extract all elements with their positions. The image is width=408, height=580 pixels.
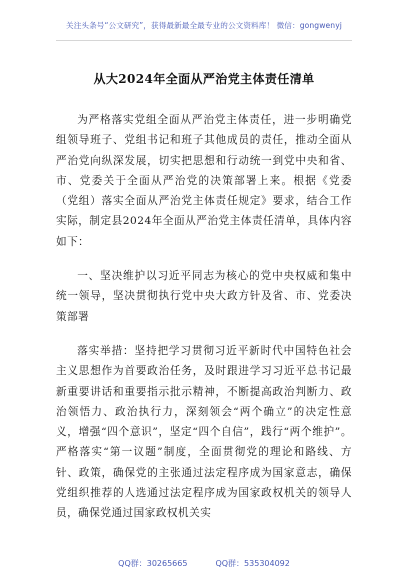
measures-paragraph: 落实举措：坚持把学习贯彻习近平新时代中国特色社会主义思想作为首要政治任务，及时跟进学习习近平总书记最新重要讲话和重要指示批示精神，不断提高政治判断力、政治领悟力、政治执行力，深刻领会“两个确立”的决定性意义，增强“四个意识”，坚定“四个自信”，践行“两个维护”。严格落实“第一议题”制度，全面贯彻党的理论和路线、方针、政策，确保党的主张通过法定程序成为国家意志，确保党组织推荐的人选通过法定程序成为国家政权机关的领导人员，确保党通过国家政权机关实: [56, 344, 352, 520]
footer-contacts: [0, 558, 408, 569]
header-banner: 关注头条号“公文研究”，获得最新最全最专业的公文资料库！ 微信：gongwenyj: [66, 21, 342, 30]
document-title: 从大2024年全面从严治党主体责任清单: [93, 72, 315, 86]
intro-paragraph: 为严格落实党组全面从严治党主体责任，进一步明确党组领导班子、党组书记和班子其他成员的责任，推动全面从严治党向纵深发展，切实把思想和行动统一到党中央和省、市、党委关于全面从严治党的决策部署上来。根据《党委（党组）落实全面从严治党主体责任规定》要求，结合工作实际，制定县2024年全面从严治党主体责任清单，具体内容如下：: [56, 114, 352, 248]
section-heading-1: 一、坚决维护以习近平同志为核心的党中央权威和集中统一领导，坚决贯彻执行党中央大政方针及省、市、党委决策部署: [56, 270, 352, 323]
footer-qq-group-2: QQ群：535304092: [215, 559, 290, 568]
footer-qq-group-1: QQ群：30265665: [118, 559, 188, 568]
document-page: [56, 56, 352, 524]
header-divider: [56, 40, 352, 41]
